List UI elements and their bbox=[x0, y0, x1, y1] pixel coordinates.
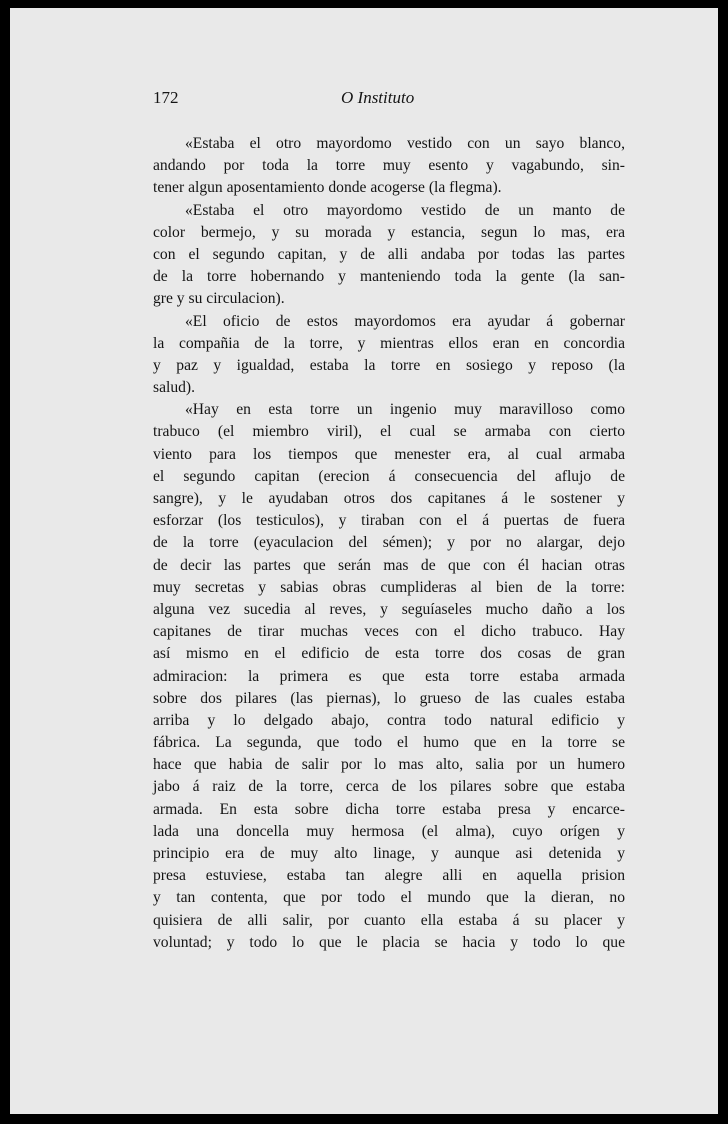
text-line: y paz y igualdad, estaba la torre en sosiego y reposo (la bbox=[153, 356, 625, 374]
text-line: tener algun aposentamiento donde acogerse (la flegma). bbox=[153, 179, 502, 197]
text-line: admiracion: la primera es que esta torre estaba armada bbox=[153, 667, 625, 685]
text-line: y tan contenta, que por todo el mundo que la dieran, no bbox=[153, 889, 625, 907]
text-line: gre y su circulacion). bbox=[153, 290, 285, 308]
text-line: sobre dos pilares (las piernas), lo grueso de las cuales estaba bbox=[153, 689, 625, 707]
text-line: «El oficio de estos mayordomos era ayudar á gobernar bbox=[185, 312, 625, 330]
text-line: la compañia de la torre, y mientras ellos eran en concordia bbox=[153, 334, 625, 352]
text-line: armada. En esta sobre dicha torre estaba presa y encarce- bbox=[153, 800, 625, 818]
text-line: capitanes de tirar muchas veces con el dicho trabuco. Hay bbox=[153, 623, 625, 641]
text-line: jabo á raiz de la torre, cerca de los pilares sobre que estaba bbox=[153, 778, 625, 796]
text-line: trabuco (el miembro viril), el cual se armaba con cierto bbox=[153, 423, 625, 441]
text-line: voluntad; y todo lo que le placia se hacia y todo lo que bbox=[153, 933, 625, 951]
text-line: de la torre (eyaculacion del sémen); y por no alargar, dejo bbox=[153, 534, 625, 552]
text-line: color bermejo, y su morada y estancia, segun lo mas, era bbox=[153, 223, 625, 241]
text-line: viento para los tiempos que menester era, al cual armaba bbox=[153, 445, 625, 463]
text-line: el segundo capitan (erecion á consecuencia del aflujo de bbox=[153, 467, 625, 485]
text-line: «Hay en esta torre un ingenio muy maravilloso como bbox=[185, 401, 625, 419]
text-line: esforzar (los testiculos), y tiraban con el á puertas de fuera bbox=[153, 512, 625, 530]
text-line: fábrica. La segunda, que todo el humo que en la torre se bbox=[153, 734, 625, 752]
text-line: arriba y lo delgado abajo, contra todo natural edificio y bbox=[153, 711, 625, 729]
text-line: quisiera de alli salir, por cuanto ella estaba á su placer y bbox=[153, 911, 625, 929]
running-title: O Instituto bbox=[341, 88, 415, 107]
text-line: principio era de muy alto linage, y aunque asi detenida y bbox=[153, 845, 625, 862]
page-header bbox=[153, 88, 573, 112]
text-line: presa estuviese, estaba tan alegre alli en aquella prision bbox=[153, 867, 625, 885]
text-line: lada una doncella muy hermosa (el alma), cuyo orígen y bbox=[153, 822, 625, 840]
text-line: alguna vez sucedia al reves, y seguíaseles mucho daño a los bbox=[153, 600, 625, 618]
text-line: muy secretas y sabias obras cumplideras al bien de la torre: bbox=[153, 578, 625, 596]
book-page bbox=[10, 8, 718, 1114]
text-line: salud). bbox=[153, 379, 196, 397]
page-number: 172 bbox=[153, 88, 179, 107]
text-line: de la torre hobernando y manteniendo toda la gente (la san- bbox=[153, 268, 625, 286]
text-line: así mismo en el edificio de esta torre dos cosas de gran bbox=[153, 645, 625, 663]
body-text bbox=[153, 133, 625, 954]
text-line: «Estaba el otro mayordomo vestido de un manto de bbox=[185, 201, 625, 219]
text-line: con el segundo capitan, y de alli andaba por todas las partes bbox=[153, 245, 625, 263]
text-line: sangre), y le ayudaban otros dos capitanes á le sostener y bbox=[153, 490, 625, 507]
text-line: «Estaba el otro mayordomo vestido con un sayo blanco, bbox=[185, 135, 625, 152]
text-line: hace que habia de salir por lo mas alto, salia por un humero bbox=[153, 756, 625, 774]
text-line: de decir las partes que serán mas de que con él hacian otras bbox=[153, 556, 625, 574]
text-line: andando por toda la torre muy esento y vagabundo, sin- bbox=[153, 157, 625, 175]
